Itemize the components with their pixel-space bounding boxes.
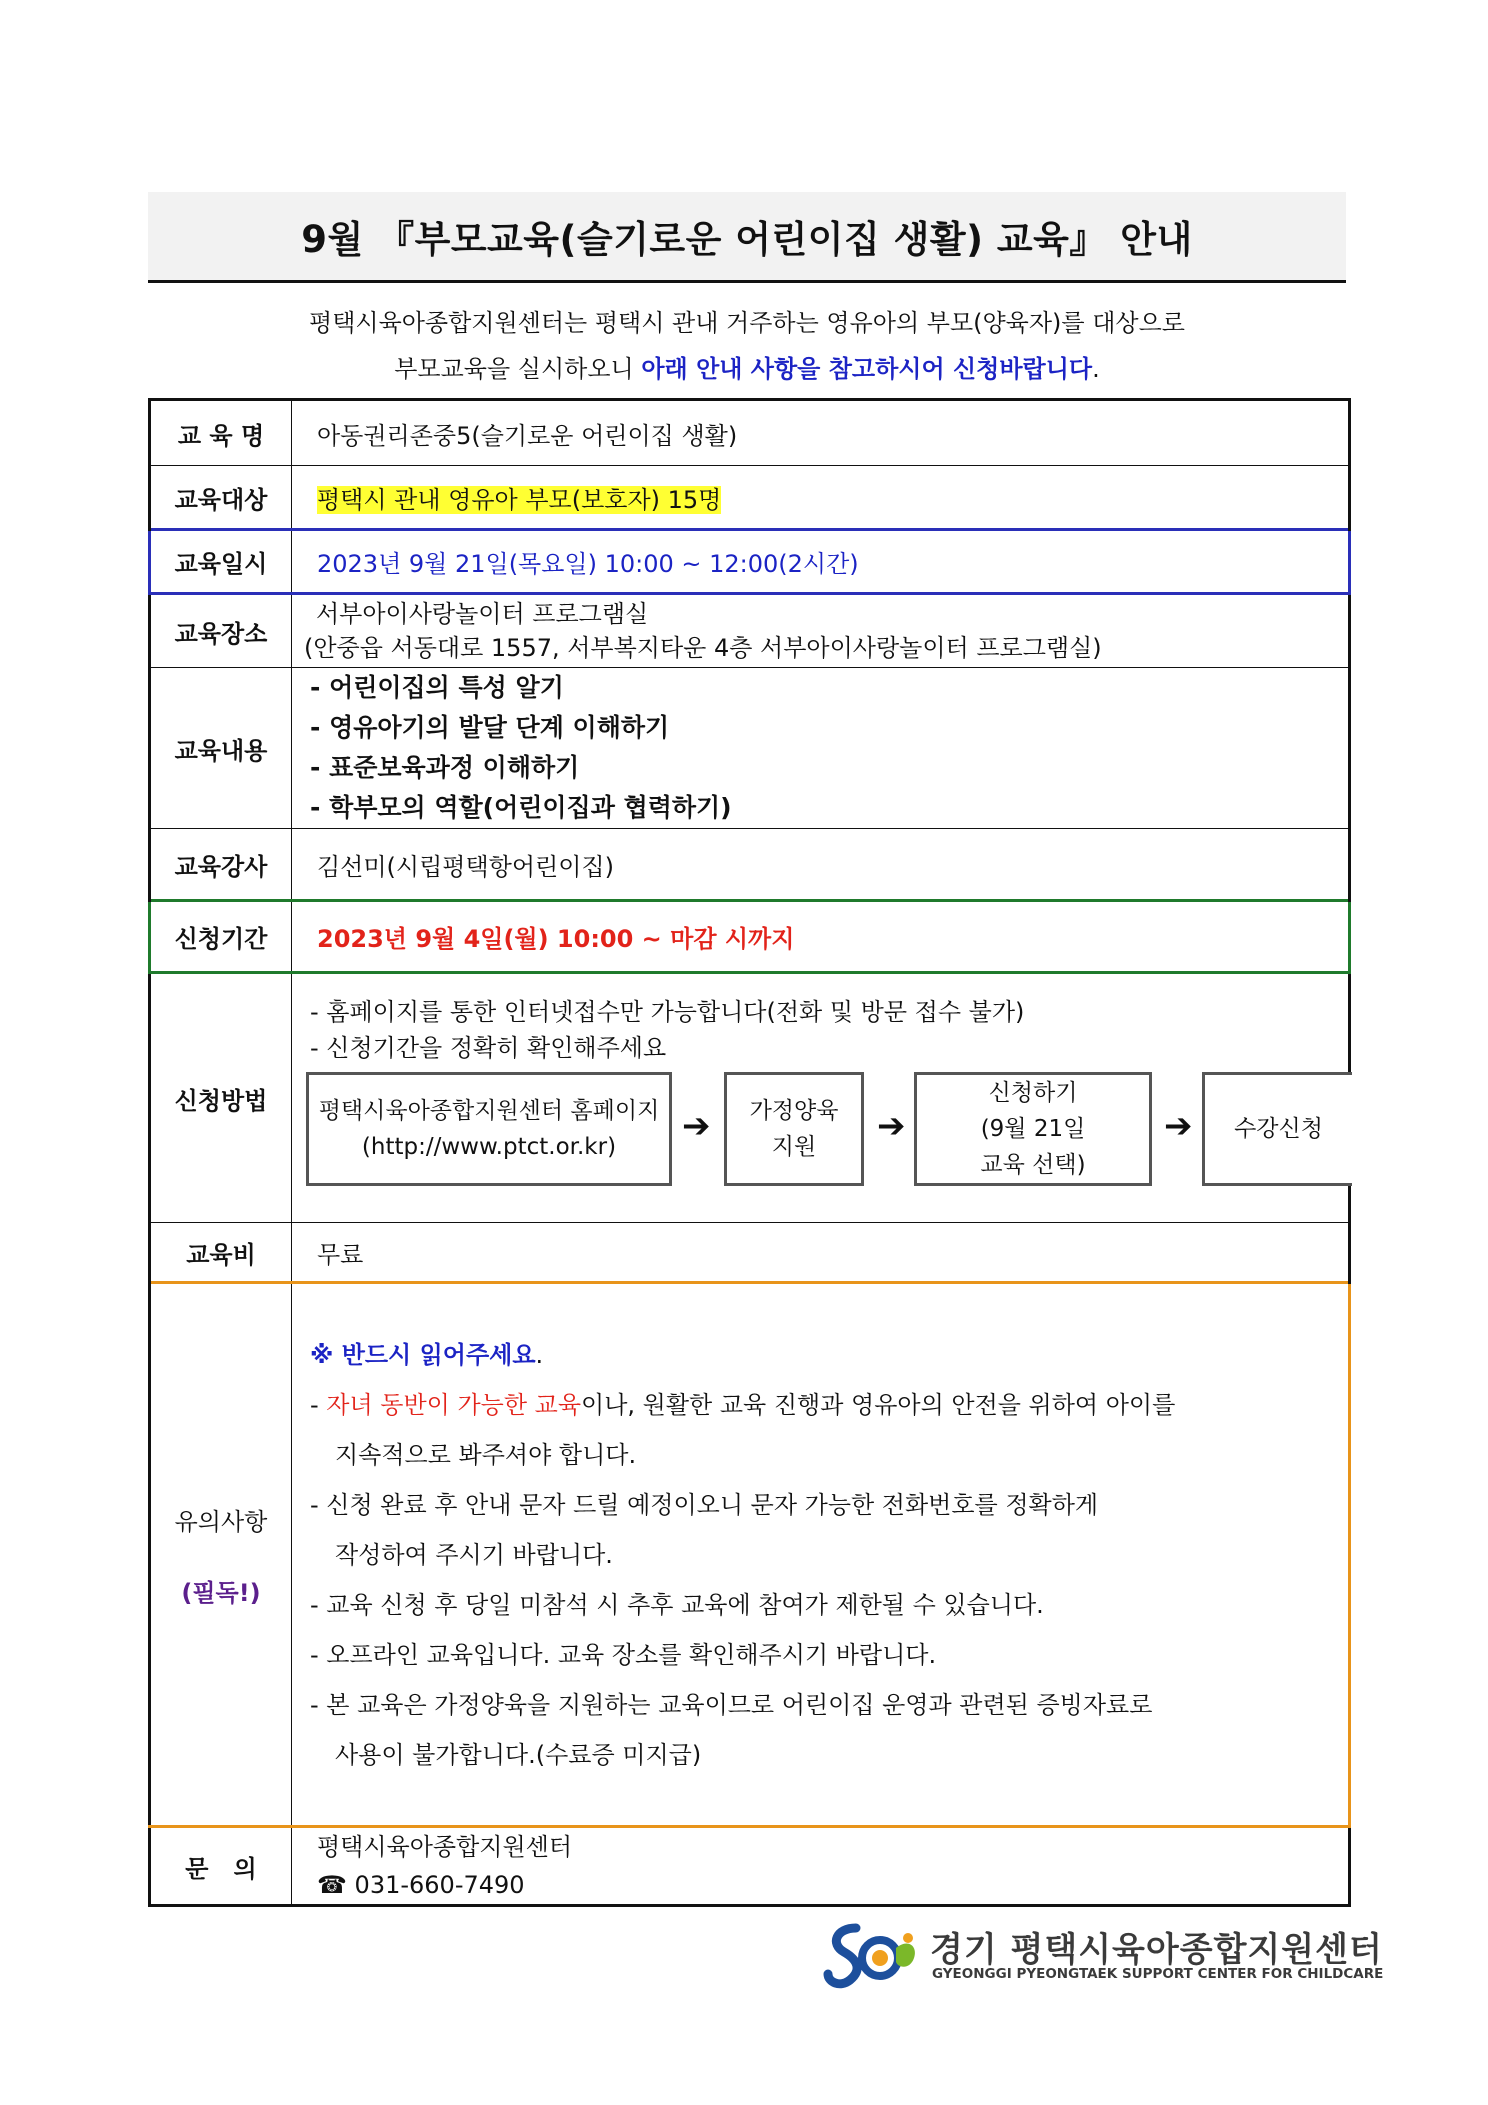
value-fee: 무료 (292, 1223, 1350, 1283)
arrow-right-icon: ➔ (1164, 1106, 1193, 1146)
step-enroll (1202, 1072, 1352, 1186)
row-period (150, 901, 1350, 973)
intro-line-2-highlight: 아래 안내 사항을 참고하시어 신청바랍니다 (641, 355, 1093, 383)
contact-phone: 031-660-7490 (354, 1871, 525, 1899)
row-target (150, 466, 1350, 530)
label-contact: 문 의 (150, 1827, 292, 1906)
value-period-cell (292, 901, 1350, 973)
notes-heading (310, 1330, 1348, 1380)
note-item: - 신청 완료 후 안내 문자 드릴 예정이오니 문자 가능한 전화번호를 정확하게 (310, 1490, 1099, 1519)
row-contact (150, 1827, 1350, 1906)
page-title: 9월 『부모교육(슬기로운 어린이집 생활) 교육』 안내 (301, 218, 1193, 261)
info-table (148, 398, 1351, 1907)
step-apply (914, 1072, 1152, 1186)
step-enroll-label: 수강신청 (1234, 1116, 1323, 1142)
step-apply-line-1: 신청하기 (988, 1080, 1078, 1106)
intro-line-2 (148, 346, 1346, 392)
note-prefix: - (310, 1390, 327, 1419)
step-home-care-line-2: 지원 (771, 1134, 817, 1160)
logo-name: 경기 평택시육아종합지원센터 (930, 1930, 1383, 1970)
notes-heading-text: ※ 반드시 읽어주세요 (310, 1340, 536, 1369)
row-notes (150, 1283, 1350, 1827)
note-item: - 교육 신청 후 당일 미참석 시 추후 교육에 참여가 제한될 수 있습니다. (310, 1590, 1044, 1619)
value-method (292, 973, 1350, 1223)
value-instructor: 김선미(시립평택항어린이집) (292, 829, 1350, 901)
row-name (150, 400, 1350, 466)
label-date: 교육일시 (150, 530, 292, 594)
row-date (150, 530, 1350, 594)
label-period: 신청기간 (150, 901, 292, 973)
contact-phone-line (317, 1866, 1348, 1904)
value-date: 2023년 9월 21일(목요일) 10:00 ~ 12:00(2시간) (292, 530, 1350, 594)
intro-line-2-end: . (1092, 355, 1100, 383)
intro-line-1: 평택시육아종합지원센터는 평택시 관내 거주하는 영유아의 부모(양육자)를 대상으로 (309, 309, 1185, 337)
label-fee: 교육비 (150, 1223, 292, 1283)
value-content (292, 668, 1350, 829)
label-notes-must-read: (필독!) (181, 1578, 261, 1607)
label-content: 교육내용 (150, 668, 292, 829)
arrow-right-icon: ➔ (877, 1106, 906, 1146)
content-item: - 영유아기의 발달 단계 이해하기 (310, 713, 670, 742)
notes-heading-dot: . (535, 1340, 544, 1369)
row-instructor (150, 829, 1350, 901)
row-place (150, 594, 1350, 668)
row-method (150, 973, 1350, 1223)
note-item-cont: 지속적으로 봐주셔야 합니다. (335, 1440, 637, 1469)
step-apply-line-2: (9월 21일 (980, 1116, 1086, 1142)
contact-org: 평택시육아종합지원센터 (317, 1833, 573, 1861)
step-home-care (724, 1072, 864, 1186)
application-flow (292, 1066, 1348, 1216)
step-homepage-url: (http://www.ptct.or.kr) (361, 1134, 617, 1160)
step-apply-line-3: 교육 선택) (980, 1152, 1086, 1178)
step-homepage (306, 1072, 672, 1186)
arrow-right-icon: ➔ (682, 1106, 711, 1146)
note-item (310, 1380, 1348, 1430)
label-notes-main: 유의사항 (174, 1507, 268, 1536)
content-item: - 학부모의 역할(어린이집과 협력하기) (310, 793, 732, 822)
label-notes (150, 1283, 292, 1827)
note-text: 이나, 원활한 교육 진행과 영유아의 안전을 위하여 아이를 (581, 1390, 1176, 1419)
method-line: - 홈페이지를 통한 인터넷접수만 가능합니다(전화 및 방문 접수 불가) (310, 998, 1025, 1026)
logo-mark-icon (822, 1918, 922, 1998)
note-item: - 오프라인 교육입니다. 교육 장소를 확인해주시기 바랍니다. (310, 1640, 937, 1669)
value-target: 평택시 관내 영유아 부모(보호자) 15명 (317, 485, 722, 514)
label-instructor: 교육강사 (150, 829, 292, 901)
note-item-cont: 작성하여 주시기 바랍니다. (335, 1540, 613, 1569)
value-target-cell (292, 466, 1350, 530)
intro (148, 300, 1346, 392)
content-item: - 어린이집의 특성 알기 (310, 673, 564, 702)
value-name: 아동권리존중5(슬기로운 어린이집 생활) (292, 400, 1350, 466)
step-home-care-line-1: 가정양육 (749, 1098, 839, 1124)
value-contact (292, 1827, 1350, 1906)
content-item: - 표준보육과정 이해하기 (310, 753, 580, 782)
intro-line-2-plain: 부모교육을 실시하오니 (394, 355, 642, 383)
row-content (150, 668, 1350, 829)
note-item: - 본 교육은 가정양육을 지원하는 교육이므로 어린이집 운영과 관련된 증빙자료로 (310, 1690, 1153, 1719)
note-red-text: 자녀 동반이 가능한 교육 (326, 1390, 582, 1419)
note-item-cont: 사용이 불가합니다.(수료증 미지급) (335, 1740, 702, 1769)
value-period: 2023년 9월 4일(월) 10:00 ~ 마감 시까지 (317, 925, 795, 953)
phone-icon: ☎ (317, 1871, 347, 1899)
value-place (292, 594, 1350, 668)
place-line-2: (안중읍 서동대로 1557, 서부복지타운 4층 서부아이사랑놀이터 프로그램실) (304, 634, 1102, 662)
label-method: 신청방법 (150, 973, 292, 1223)
logo-english: GYEONGGI PYEONGTAEK SUPPORT CENTER FOR CHILDCARE (932, 1966, 1384, 1982)
step-homepage-title: 평택시육아종합지원센터 홈페이지 (318, 1098, 660, 1124)
label-target: 교육대상 (150, 466, 292, 530)
label-place: 교육장소 (150, 594, 292, 668)
title-bar (148, 192, 1346, 283)
label-name: 교 육 명 (150, 400, 292, 466)
method-line: - 신청기간을 정확히 확인해주세요 (310, 1034, 667, 1062)
value-notes (292, 1283, 1350, 1827)
center-logo (822, 1918, 1384, 1998)
row-fee (150, 1223, 1350, 1283)
place-line-1: 서부아이사랑놀이터 프로그램실 (316, 600, 649, 628)
